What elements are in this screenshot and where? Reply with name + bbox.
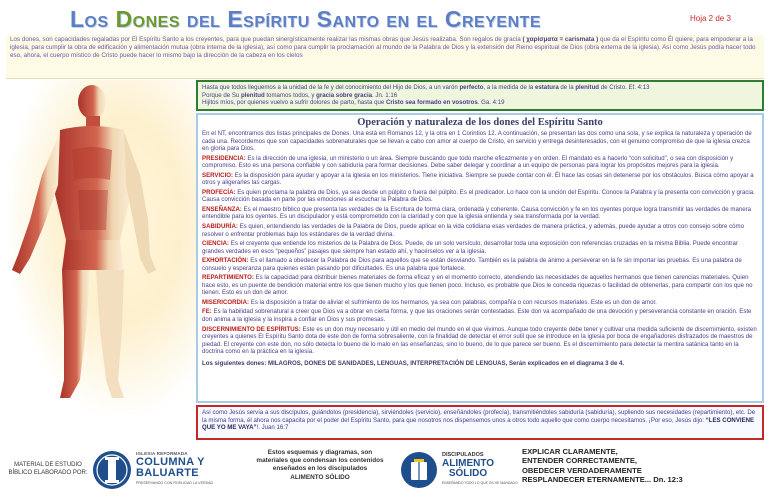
goal-text: Hijitos míos, por quienes vuelvo a sufrir dolores de parto, hasta que — [202, 99, 386, 107]
gift-term: EXHORTACIÓN: — [202, 257, 249, 265]
gift-term: DISCERNIMIENTO DE ESPÍRITUS: — [202, 325, 301, 333]
gift-term: FE: — [202, 308, 212, 316]
logo2-name — [442, 459, 494, 479]
gift-item — [202, 299, 758, 307]
title-dones: Dones — [115, 6, 181, 32]
motto-line-1: EXPLICAR CLARAMENTE, — [522, 447, 618, 456]
goal-text: Hasta que todos lleguemos a la unidad de la fe y del conocimiento del Hijo de Dios, a un varón — [202, 84, 460, 91]
logo2-name-line-2: SÓLIDO — [448, 468, 488, 479]
gift-description: Es la disposición para ayudar y apoyar a la iglesia en los ministerios. Tiene iniciativa. Siempre se puede contar con él. Él hace las cosas sin detenerse por los obstáculos. Busca cómo apoyar a otros y aligerarles las cargas. — [202, 171, 754, 187]
gift-item — [202, 206, 758, 221]
gift-term: CIENCIA: — [202, 240, 230, 248]
gifts-box — [196, 113, 764, 403]
gift-description: Es el creyente que entiende los misterios de la Palabra de Dios. Puede, de un solo versículo, desarrollar toda una exposición con referencias cruzadas en la misma Biblia. Puede encontrar grandes verdades en esos “pequeños” pasajes que siempre han estado ahí, y hacérselos ver a la iglesia. — [202, 240, 738, 255]
logo1-name-line-1: COLUMNA Y — [136, 456, 205, 468]
motto-line-4: RESPLANDECER ETERNAMENTE... Dn. 12:3 — [522, 474, 683, 484]
gift-term: REPARTIMIENTO: — [202, 274, 254, 282]
gifts-intro: En el NT, encontramos dos listas principales de Dones. Una está en Romanos 12, y la otra en 1 Corintios 12. A continuación, se presentan las dos como una sola, y se explica la naturaleza y operación de cada una. Recordemos que son capacidades sobrenaturales que se llevan a cabo con amor al cuerpo de Cristo, en servicio y entrega desinteresados, con el genuino compromiso de que la iglesia crezca en gloria para Dios. — [202, 130, 752, 153]
human-figure-illustration — [0, 80, 198, 415]
gift-item — [202, 223, 758, 238]
credit-line-2: BÍBLICO ELABORADO POR: — [8, 469, 88, 476]
goal-line-1 — [202, 84, 758, 92]
logo1-subtitle: PRESERVANDO CON FIDELIDAD LA VERDAD — [136, 481, 214, 485]
gifts-heading: Operación y naturaleza de los dones del Espíritu Santo — [357, 117, 603, 128]
gift-item — [202, 189, 758, 204]
intro-text-2: que da el Espíritu como Él quiere, para empoderar a la iglesia, para cumplir la obra de edificación y alimentación mutua (obra interna de la iglesia), así como para cumplir la proclamación al mundo de la Palabra de Dios y la extensión del Reino espiritual de Dios (obra externa de la iglesia). Así como Jesús podía hacer todo eso, ahora, el cuerpo místico de Cristo puede hacer lo mismo bajo la dirección de la cabeza en los cielos — [10, 36, 756, 60]
goal-emph: perfecto — [459, 84, 484, 91]
footer — [0, 441, 768, 497]
alimento-logo-icon — [400, 450, 438, 490]
goal-emph: plenitud — [240, 91, 265, 99]
gift-item — [202, 172, 758, 187]
alimento-solido-logo — [400, 449, 520, 491]
gift-description: Es quien, entendiendo las verdades de la Palabra de Dios, puede aplicar en la vida cotidiana esas verdades de manera práctica, y además, puede ayudar a otros con consejo sobre cómo resolver o enfrentar problemas bajo los estándares de la verdad divina. — [202, 223, 744, 238]
gift-item — [202, 308, 758, 323]
motto-line-2: ENTENDER CORRECTAMENTE, — [522, 456, 638, 466]
gift-description: Es el llamado a obedecer la Palabra de Dios para aquellos que se están desviando. También es la palabra de ánimo a perseverar en la fe sin importar las pruebas. Es una palabra de consuelo y esperanza para quienes están pasando por dificultades. Es una palabra que fortalece. — [202, 257, 742, 272]
title-part-2: del — [180, 6, 228, 32]
gift-term: PROFECÍA: — [202, 188, 236, 196]
gift-item — [202, 240, 758, 255]
gift-term: MISERICORDIA: — [202, 298, 250, 306]
gift-term: ENSEÑANZA: — [202, 205, 242, 213]
gift-item — [202, 155, 758, 170]
gift-item — [202, 326, 758, 356]
gift-description: Es la habilidad sobrenatural a creer que Dios va a obrar en cierta forma, y que las oraciones serán contestadas. Este don va acompañado de una devoción y perseverancia constante en oración. Este don anima a la iglesia y la inspira a confiar en Dios y sus promesas. — [202, 308, 752, 324]
intro-text-1: Los dones, son capacidades regaladas por El Espíritu Santo a los creyentes, para que puedan sinergísticamente realizar las mismas obras que Jesús realizaba. Son regalos de gracia — [10, 36, 523, 43]
motto — [522, 447, 766, 484]
gift-description: Es la capacidad para distribuir bienes materiales de forma eficaz y en el momento correcto, atendiendo las necesidades de aquellos hermanos que tienen carencias materiales. Quien hace esto, es un puente de bendición material entre los que tienen mucho y los que tienen poco. Incluso, es probable que Dios le conceda riquezas o facilidad de obtenerlas, para compartir con los que no tienen. Esto es un don de amor. — [202, 274, 753, 297]
footer-note: Estos esquemas y diagramas, son materiales que condensan los contenidos enseñados en los discipulados ALIMENTO SÓLIDO — [256, 449, 384, 481]
goal-text: de la — [558, 84, 576, 91]
conclusion-box — [196, 405, 764, 440]
goal-emph: estatura — [535, 84, 559, 91]
gift-description: Es quien proclama la palabra de Dios, ya sea desde un púlpito o fuera del púlpito. Es el predicador. Lo hace con la unción del Espíritu. Conoce la Palabra y la presenta con convicción y gracia. Causa convicción basada en parte por las emociones al escuchar la Palabra de Dios. — [202, 188, 755, 204]
columna-logo-icon — [92, 449, 132, 491]
conclusion-reference: !. Juan 16:7 — [256, 424, 289, 432]
goal-emph: gracia sobre gracia — [316, 91, 373, 99]
intro-charismata: ( χαρίσματα = carismata ) — [522, 36, 600, 43]
page-title — [70, 6, 670, 34]
goal-text: . Jn. 1:16 — [372, 91, 398, 99]
title-part-1: Los — [70, 6, 116, 32]
goal-emph: plenitud — [575, 84, 600, 91]
goal-text: tomamos todos, y — [264, 91, 317, 99]
logo1-name-line-2: BALUARTE — [136, 467, 199, 479]
goal-text: , a la medida de la — [483, 84, 535, 91]
logo2-top-label: DISCIPULADOS — [442, 452, 484, 458]
goal-text: . Ga. 4:19 — [477, 99, 505, 107]
columna-baluarte-logo — [92, 449, 242, 491]
gift-term: PRESIDENCIA: — [202, 154, 246, 162]
credit-text — [6, 462, 90, 477]
conclusion-text: Así como Jesús servía a sus discípulos, guiándolos (presidencia), sirviéndoles (servicio), enseñándoles (profecía), transmitiéndoles sabiduría (sabiduría), supliendo sus necesidades (repartimiento), etc. De la misma forma, él ahora nos capacita por el poder del Espíritu Santo, para que nosotros nos dispensemos unos a otros todo aquello que como cuerpo necesitamos. ¡Por eso, Jesús dijo: — [202, 409, 756, 424]
motto-line-3: OBEDECER VERDADERAMENTE — [522, 465, 642, 475]
intro-paragraph — [6, 35, 764, 79]
logo1-top-label: IGLESIA REFORMADA — [136, 451, 188, 456]
goal-scripture-box — [196, 80, 764, 111]
title-espiritu: Espíritu Santo — [227, 6, 380, 32]
gift-term: SABIDURÍA: — [202, 223, 238, 231]
goal-line-3 — [202, 99, 758, 107]
goal-emph: Cristo sea formado en vosotros — [385, 99, 478, 107]
gift-term: SERVICIO: — [202, 171, 234, 179]
goal-text: de Cristo. Ef. 4:13 — [599, 84, 650, 91]
next-gifts-note: Los siguientes dones: MILAGROS, DONES DE SANIDADES, LENGUAS, INTERPRETACIÓN DE LENGUAS, Serán explicados en el diagrama 3 de 4. — [202, 359, 625, 367]
goal-text: Porque de Su — [202, 91, 241, 99]
credit-line-1: MATERIAL DE ESTUDIO — [14, 462, 82, 468]
human-figure-svg — [0, 80, 198, 415]
gifts-list — [202, 155, 758, 356]
logo1-name — [136, 457, 205, 479]
conclusion-quote: “LES CONVIENE QUE YO ME VAYA” — [202, 416, 755, 432]
logo2-name-line-1: ALIMENTO — [442, 458, 495, 469]
gift-description: Es la disposición a tratar de aliviar el sufrimiento de los hermanos, ya sea con palabras, compañía o con recursos materiales. Este es un don de amor. — [249, 298, 657, 306]
logo2-subtitle: ENSEÑANDO TODO LO QUE OS HE MANDADO — [442, 481, 518, 485]
gift-item — [202, 274, 758, 297]
page-number: Hoja 2 de 3 — [690, 14, 731, 23]
gift-item — [202, 257, 758, 272]
goal-line-2 — [202, 92, 758, 100]
gift-description: Es el maestro bíblico que presenta las verdades de la Escritura de forma clara, ordenada y coherente. Causa convicción y fe en los oyentes porque logra transmitir las verdades de manera entendible para los oyentes. Es un discipulador y está comprometido con la claridad y con que la iglesia entienda y sea transformada por la verdad. — [202, 205, 752, 221]
gift-description: Este es un don muy necesario y útil en medio del mundo en el que vivimos. Aunque todo creyente debe tener y cultivar una medida suficiente de discernimiento, existen creyentes a quienes El Espíritu Santo dota de este don de forma sobresaliente, con la finalidad de detectar el error sutil que se introduce en la iglesia por boca de engañadores disfrazados de maestros de piedad. El creyente con este don, no sólo detecta lo bueno de lo malo en las enseñanzas, sino lo bueno, de lo que parece ser bueno. Es el discernimiento para detectar la mentira satánica tanto en la doctrina como en la práctica en la iglesia. — [202, 325, 757, 356]
title-part-3: en el Creyente — [379, 6, 542, 32]
gift-description: Es la dirección de una iglesia, un ministerio o un área. Siempre buscando que todo marche eficazmente y en orden. El mandato es a hacerlo “con solicitud”, o sea con disposición y compromiso. Esto es una persona confiable y con sabiduría para formar decisiones. Debe saber delegar y coordinar a un equipo de personas para lograr los propósitos mejores para la iglesia. — [202, 154, 734, 170]
